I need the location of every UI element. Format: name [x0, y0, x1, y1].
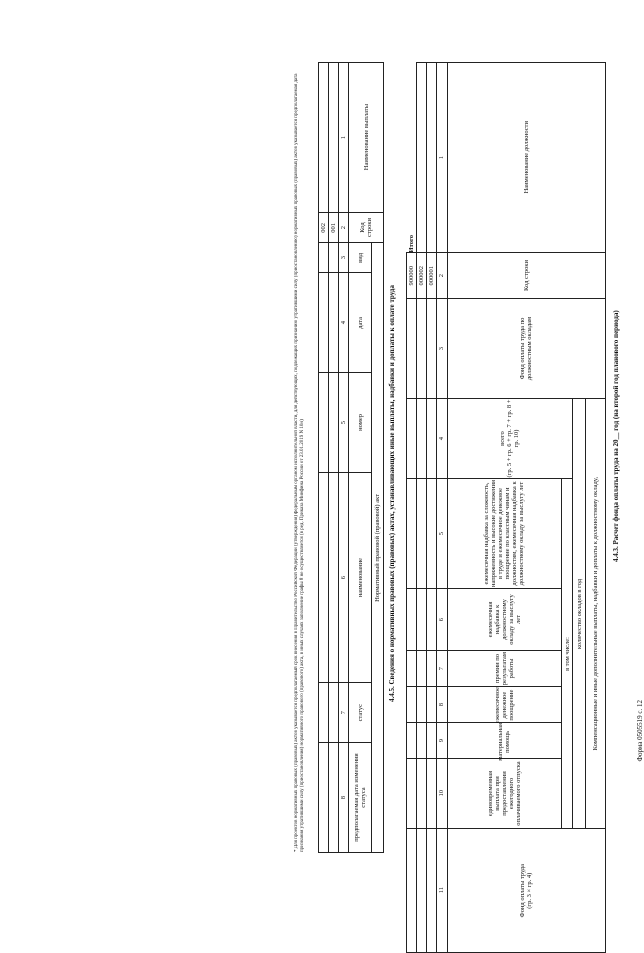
col-number: 8: [436, 687, 447, 723]
header-kind: вид: [349, 243, 371, 273]
cell-position-name[interactable]: [416, 63, 426, 253]
cell-value[interactable]: [407, 399, 417, 479]
cell-value[interactable]: [416, 651, 426, 687]
cell-value[interactable]: [416, 829, 426, 953]
cell-value[interactable]: [407, 723, 417, 759]
table-row: [416, 63, 426, 953]
cell-value[interactable]: [319, 243, 329, 273]
header-including: в том числе:: [562, 479, 573, 829]
cell-payment-name[interactable]: [329, 63, 339, 213]
header-payment-name: Наименование выплаты: [349, 63, 384, 213]
cell-value[interactable]: [407, 651, 417, 687]
cell-position-name[interactable]: [426, 63, 436, 253]
header-act-group: Нормативный правовой (правовой) акт: [371, 243, 383, 853]
header-status-date: предполагаемая дата изменения статуса: [349, 743, 371, 853]
cell-value[interactable]: [329, 373, 339, 473]
header-col9: материальная помощь: [447, 723, 561, 759]
cell-value[interactable]: [319, 473, 329, 683]
cell-line-code: 002: [319, 213, 329, 243]
header-col8: ежемесячное денежное поощрение: [447, 687, 561, 723]
column-numbers-row: [339, 63, 349, 853]
table-row: [329, 63, 339, 853]
cell-value[interactable]: [426, 589, 436, 651]
cell-value[interactable]: [329, 743, 339, 853]
column-numbers-row: [436, 63, 447, 953]
header-col5: ежемесячная надбавка за сложность, напряженность и высокие достижения в труде и ежемесячное денежное поощрение по классным чинам и должностям, ежемесячная надбавка к должностному окладу за выслугу лет: [447, 479, 561, 589]
cell-value[interactable]: [319, 373, 329, 473]
col-number: 10: [436, 759, 447, 829]
cell-value[interactable]: [319, 743, 329, 853]
col-number: 5: [436, 479, 447, 589]
header-col7: премии по результатам работы: [447, 651, 561, 687]
col-number: 2: [436, 253, 447, 299]
cell-value[interactable]: [319, 683, 329, 743]
cell-value[interactable]: [329, 243, 339, 273]
total-code: 900000: [407, 253, 417, 299]
col-number: 1: [339, 63, 349, 213]
cell-value[interactable]: [407, 759, 417, 829]
table-row: [319, 63, 329, 853]
section-445-title: 4.4.5. Сведения о нормативных правовых (правовых) актах, устанавливающих иные выплаты, надбавки и доплаты к оплате труда: [388, 285, 396, 702]
cell-value[interactable]: [329, 273, 339, 373]
total-label: Итого: [407, 63, 417, 253]
header-salary-fund: Фонд оплаты труда по должностным окладам: [447, 299, 605, 399]
col-number: 7: [339, 683, 349, 743]
header-line-code: Код строки: [349, 213, 384, 243]
cell-value[interactable]: [426, 651, 436, 687]
col-number: 5: [339, 373, 349, 473]
cell-value[interactable]: [416, 759, 426, 829]
header-fund-total: Фонд оплаты труда (гр. 3 × гр. 4): [447, 829, 605, 953]
col-number: 3: [339, 243, 349, 273]
section-443-title: 4.4.3. Расчет фонда оплаты труда на 20__ год (на второй год планового периода): [612, 310, 620, 562]
header-name: наименование: [349, 473, 371, 683]
fot-calculation-table: [406, 62, 606, 953]
header-total: всего (гр. 5 + гр. 6 + гр. 7 + гр. 8 + гр. 10): [447, 399, 572, 479]
cell-line-code: 000001: [426, 253, 436, 299]
header-col6: ежемесячная надбавка к должностному окладу за выслугу лет: [447, 589, 561, 651]
cell-value[interactable]: [416, 399, 426, 479]
cell-value[interactable]: [407, 479, 417, 589]
legal-acts-table: [318, 62, 384, 853]
cell-value[interactable]: [416, 479, 426, 589]
cell-value[interactable]: [407, 299, 417, 399]
col-number: 6: [339, 473, 349, 683]
cell-value[interactable]: [407, 829, 417, 953]
col-number: 7: [436, 651, 447, 687]
cell-value[interactable]: [426, 829, 436, 953]
cell-value[interactable]: [426, 759, 436, 829]
cell-value[interactable]: [426, 723, 436, 759]
col-number: 8: [339, 743, 349, 853]
col-number: 11: [436, 829, 447, 953]
header-number: номер: [349, 373, 371, 473]
cell-value[interactable]: [416, 589, 426, 651]
total-row: [407, 63, 417, 953]
form-number: Форма 0505519 с. 12: [636, 700, 644, 762]
cell-value[interactable]: [426, 399, 436, 479]
cell-value[interactable]: [416, 723, 426, 759]
col-number: 6: [436, 589, 447, 651]
header-col10: единовременная выплата при предоставлении ежегодного оплачиваемого отпуска: [447, 759, 561, 829]
cell-line-code: 001: [329, 213, 339, 243]
footnote: * Для проектов нормативных правовых (правовых) актов указывается предполагаемый срок внесения в Правительство Российской Федерации (утверждения) федеральным органом исполнительной власти, для действующих, подлежащих признанию утратившими силу (приостановлению) нормативных правовых (правовых) актов указывается предполагаемая дата признания утратившими силу (приостановления) нормативного правового (правового) акта, в иных случаях заполнение графы 8 не осуществляется (в ред. Приказа Минфина России от 23.01.2019 N 10н): [294, 73, 305, 852]
cell-value[interactable]: [426, 479, 436, 589]
cell-line-code: 000002: [416, 253, 426, 299]
header-line-code: Код строки: [447, 253, 605, 299]
header-count-months: количество окладов в год: [573, 399, 586, 829]
cell-value[interactable]: [319, 273, 329, 373]
cell-payment-name[interactable]: [319, 63, 329, 213]
col-number: 2: [339, 213, 349, 243]
col-number: 4: [339, 273, 349, 373]
cell-value[interactable]: [407, 589, 417, 651]
col-number: 4: [436, 399, 447, 479]
header-date: дата: [349, 273, 371, 373]
cell-value[interactable]: [426, 687, 436, 723]
cell-value[interactable]: [329, 473, 339, 683]
cell-value[interactable]: [329, 683, 339, 743]
table-row: [426, 63, 436, 953]
cell-value[interactable]: [416, 299, 426, 399]
cell-value[interactable]: [426, 299, 436, 399]
col-number: 3: [436, 299, 447, 399]
col-number: 1: [436, 63, 447, 253]
cell-value[interactable]: [416, 687, 426, 723]
header-position-name: Наименование должности: [447, 63, 605, 253]
col-number: 9: [436, 723, 447, 759]
header-status: статус: [349, 683, 371, 743]
header-compensations-group: Компенсационные и иные дополнительные выплаты, надбавки и доплаты к должностному окладу,: [586, 399, 606, 829]
cell-value[interactable]: [407, 687, 417, 723]
